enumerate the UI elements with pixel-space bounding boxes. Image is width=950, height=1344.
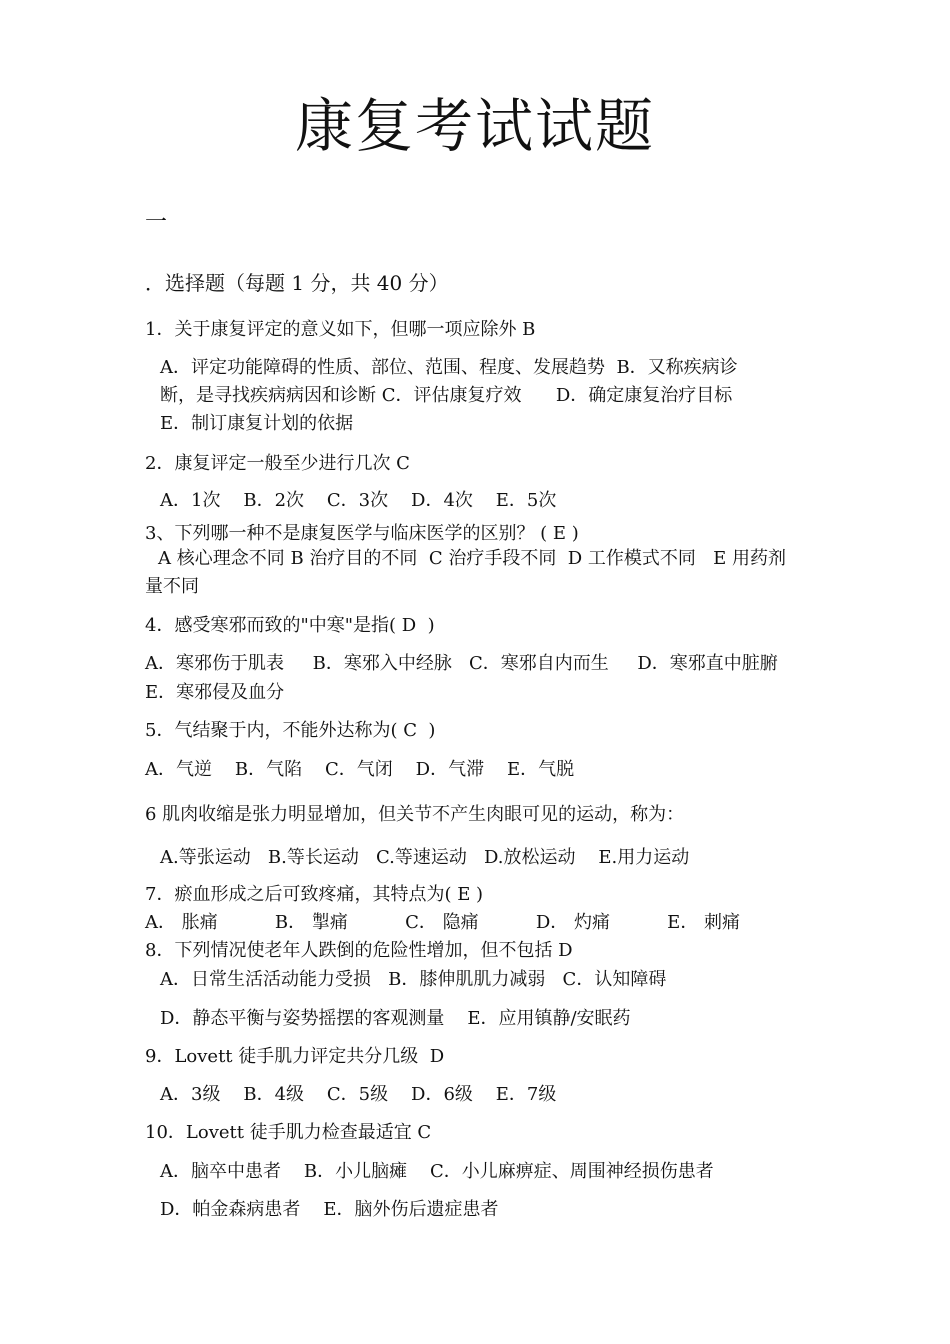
question-3: 3、下列哪一种不是康复医学与临床医学的区别？ ( E ) <box>145 523 579 544</box>
question-10: 10．Lovett 徒手肌力检查最适宜 C <box>145 1122 432 1143</box>
question-1-options-line-1: A．评定功能障碍的性质、部位、范围、程度、发展趋势 B．又称疾病诊 <box>160 357 738 378</box>
question-3-options-line-1: A 核心理念不同 B 治疗目的不同 C 治疗手段不同 D 工作模式不同 E 用药剂 <box>158 548 786 569</box>
page-title: 康复考试试题 <box>294 92 655 160</box>
question-1-options-line-2: 断，是寻找疾病病因和诊断 C．评估康复疗效 D．确定康复治疗目标 <box>160 385 733 406</box>
section-marker: 一 <box>145 210 168 235</box>
question-8: 8．下列情况使老年人跌倒的危险性增加，但不包括 D <box>145 940 573 961</box>
question-9-options: A．3级 B．4级 C．5级 D．6级 E．7级 <box>160 1084 557 1105</box>
question-2: 2．康复评定一般至少进行几次 C <box>145 453 410 474</box>
question-4-options-line-1: A．寒邪伤于肌表 B．寒邪入中经脉 C．寒邪自内而生 D．寒邪直中脏腑 <box>145 653 778 674</box>
question-2-options: A．1次 B．2次 C．3次 D．4次 E．5次 <box>160 490 557 511</box>
question-10-options-line-2: D．帕金森病患者 E．脑外伤后遗症患者 <box>160 1199 499 1220</box>
question-7-options: A． 胀痛 B． 掣痛 C． 隐痛 D． 灼痛 E． 刺痛 <box>145 912 741 933</box>
question-1-options-line-3: E．制订康复计划的依据 <box>160 413 354 434</box>
question-3-options-line-2: 量不同 <box>145 576 199 597</box>
question-6: 6 肌肉收缩是张力明显增加，但关节不产生肉眼可见的运动，称为： <box>145 804 685 825</box>
question-1: 1．关于康复评定的意义如下，但哪一项应除外 B <box>145 319 536 340</box>
question-5: 5．气结聚于内，不能外达称为( C ) <box>145 720 436 741</box>
question-4: 4．感受寒邪而致的"中寒"是指( D ) <box>145 615 435 636</box>
question-10-options-line-1: A．脑卒中患者 B．小儿脑瘫 C．小儿麻痹症、周围神经损伤患者 <box>160 1161 714 1182</box>
question-6-options: A.等张运动 B.等长运动 C.等速运动 D.放松运动 E.用力运动 <box>160 847 690 868</box>
question-8-options-line-1: A．日常生活活动能力受损 B．膝伸肌肌力减弱 C．认知障碍 <box>160 969 667 990</box>
question-5-options: A．气逆 B．气陷 C．气闭 D．气滞 E．气脱 <box>145 759 575 780</box>
question-7: 7．瘀血形成之后可致疼痛，其特点为( E ) <box>145 884 484 905</box>
question-8-options-line-2: D．静态平衡与姿势摇摆的客观测量 E．应用镇静/安眠药 <box>160 1008 631 1029</box>
section-heading: ．选择题（每题 1 分，共 40 分） <box>145 271 449 295</box>
question-4-options-line-2: E．寒邪侵及血分 <box>145 682 285 703</box>
question-9: 9．Lovett 徒手肌力评定共分几级 D <box>145 1046 445 1067</box>
